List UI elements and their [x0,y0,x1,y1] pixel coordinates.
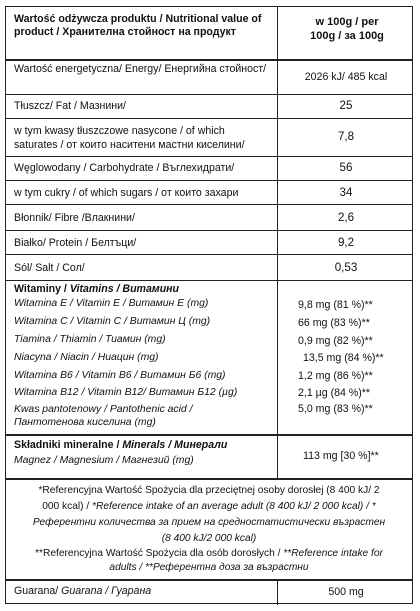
minerals-title: Składniki mineralne / Minerals / Минерали [14,439,228,451]
magnesium-name: Magnez / Magnesium / Магнезий (mg) [14,455,194,466]
vitamin-c-name: Witamina C / Vitamin C / Витамин Ц (mg) [14,316,211,327]
nutrition-table [5,6,413,604]
note-line-1: *Referencyjna Wartość Spożycia dla przeciętnej osoby dorosłej (8 400 kJ/ 2 [38,485,380,496]
niacin-name: Niacyna / Niacin / Ниацин (mg) [14,352,159,363]
header-divider [6,59,412,61]
note-line-5: **Referencyjna Wartość Spożycia dla osób dorosłych / **Reference intake for [35,548,383,559]
row-sugars-value: 34 [339,186,353,199]
row-fat-value: 25 [339,99,353,112]
note-line-2: 000 kcal) / *Reference intake of an average adult (8 400 kJ/ 2 000 kcal) / * [42,501,376,512]
vitamin-c-value: 66 mg (83 %)** [298,317,370,329]
row-divider [6,94,412,95]
row-fibre-label: Błonnik/ Fibre /Влакнини/ [14,212,135,224]
thiamin-name: Tiamina / Thiamin / Тиамин (mg) [14,334,166,345]
niacin-value: 13,5 mg (84 %)** [303,352,384,364]
vitamin-e-name: Witamina E / Vitamin E / Витамин E (mg) [14,298,209,309]
pantothenic-acid-name: Kwas pantotenowy / Pantothenic acid / Пантотенова киселина (mg) [14,404,193,428]
row-fat-label: Tłuszcz/ Fat / Мазнини/ [14,100,126,112]
row-divider [6,230,412,231]
row-carbohydrate-label: Węglowodany / Carbohydrate / Въглехидрати/ [14,162,235,174]
note-line-3: Референтни количества за прием на средностатистически възрастен [32,517,386,528]
vitamin-b6-name: Witamina B6 / Vitamin B6 / Витамин Б6 (mg) [14,370,226,381]
header-value: w 100g / per 100g / за 100g [310,16,384,42]
row-divider [6,280,412,281]
section-divider [6,434,412,436]
header-label: Wartość odżywcza produktu / Nutritional value of product / Хранителна стойност на продукт [14,13,262,39]
section-divider [6,478,412,480]
row-divider [6,204,412,205]
row-salt-label: Sól/ Salt / Сол/ [14,262,85,274]
note-line-6: adults / **Референтна доза за възрастни [109,562,309,573]
vitamin-b6-value: 1,2 mg (86 %)** [298,370,373,382]
row-saturates-value: 7,8 [337,130,355,143]
row-protein-label: Białko/ Protein / Белтъци/ [14,237,137,249]
row-divider [6,180,412,181]
note-line-4: (8 400 kJ/2 000 kcal) [161,533,257,544]
guarana-value: 500 mg [328,586,364,598]
row-saturates-label: w tym kwasy tłuszczowe nasycone / of which saturates / от които наситени мастни киселини/ [14,125,245,151]
section-divider [6,579,412,581]
row-sugars-label: w tym cukry / of which sugars / от които захари [14,187,239,199]
pantothenic-acid-value: 5,0 mg (83 %)** [298,403,373,415]
row-divider [6,118,412,119]
thiamin-value: 0,9 mg (82 %)** [298,335,373,347]
magnesium-value: 113 mg [30 %]** [303,450,379,462]
row-divider [6,156,412,157]
row-divider [6,254,412,255]
vitamins-title: Witaminy / Vitamins / Витамини [14,283,180,295]
row-energy-label: Wartość energetyczna/ Energy/ Енергийна стойност/ [14,63,267,75]
row-energy-value: 2026 kJ/ 485 kcal [304,71,388,83]
guarana-label: Guarana/ Guarana / Гуарана [14,585,152,597]
row-protein-value: 9,2 [337,236,355,249]
row-salt-value: 0,53 [334,261,358,274]
vitamin-b12-name: Witamina B12 / Vitamin B12/ Витамин Б12 (µg) [14,387,238,398]
vitamin-b12-value: 2,1 µg (84 %)** [298,387,371,399]
vitamin-e-value: 9,8 mg (81 %)** [298,299,373,311]
row-carbohydrate-value: 56 [339,161,353,174]
row-fibre-value: 2,6 [337,211,355,224]
